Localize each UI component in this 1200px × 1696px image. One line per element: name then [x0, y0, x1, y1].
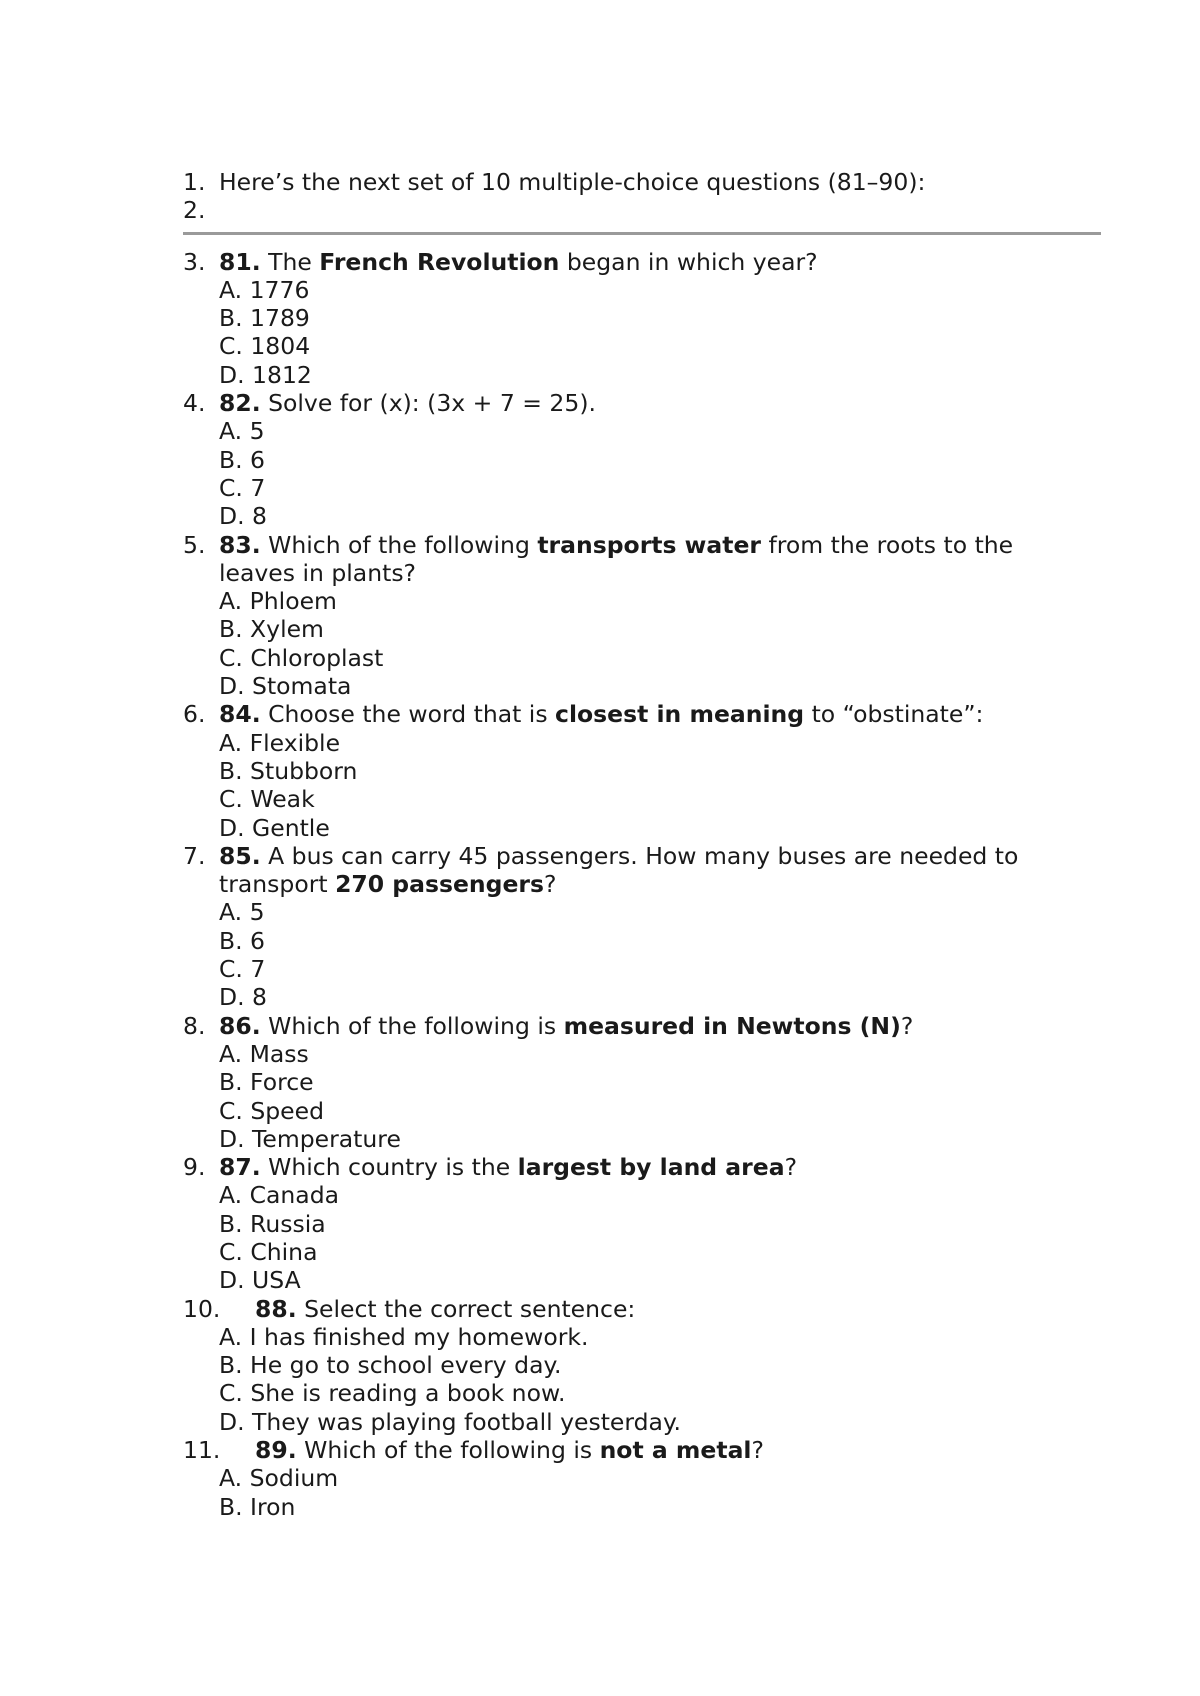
option: D. 1812 — [219, 360, 312, 389]
option: C. Chloroplast — [219, 643, 384, 672]
option: B. Xylem — [219, 615, 324, 644]
list-number: 5. — [183, 530, 206, 559]
question-text-end: ? — [784, 1153, 798, 1182]
list-number: 4. — [183, 389, 206, 418]
option: C. Weak — [219, 785, 315, 814]
horizontal-divider — [183, 232, 1101, 235]
list-item-intro — [183, 168, 1103, 196]
question-number: 87. — [219, 1153, 261, 1182]
question-83 — [183, 531, 1103, 559]
list-number: 8. — [183, 1011, 206, 1040]
option: C. 7 — [219, 955, 266, 984]
question-emphasis: French Revolution — [319, 247, 560, 276]
option: B. He go to school every day. — [219, 1351, 562, 1380]
option: D. Temperature — [219, 1124, 401, 1153]
question-text: Which of the following is — [296, 1436, 600, 1465]
option: D. Stomata — [219, 672, 352, 701]
option: A. Sodium — [219, 1464, 339, 1493]
question-81 — [183, 248, 1103, 276]
question-82 — [183, 389, 1103, 417]
question-emphasis: closest in meaning — [555, 700, 805, 729]
question-text-end: ? — [751, 1436, 764, 1465]
question-89 — [183, 1436, 1103, 1464]
option: C. She is reading a book now. — [219, 1379, 566, 1408]
question-88 — [183, 1295, 1103, 1323]
option: D. 8 — [219, 502, 267, 531]
question-text: The — [260, 247, 320, 276]
question-number: 83. — [219, 530, 261, 559]
option: C. 1804 — [219, 332, 311, 361]
question-text-continued: leaves in plants? — [219, 558, 417, 587]
option: D. They was playing football yesterday. — [219, 1407, 681, 1436]
question-emphasis: 270 passengers — [335, 870, 544, 899]
question-text: A bus can carry 45 passengers. How many buses are needed to — [260, 841, 1019, 870]
question-text-end: ? — [900, 1011, 914, 1040]
list-item-blank — [183, 196, 1103, 224]
list-number: 1. — [183, 168, 206, 196]
question-emphasis: transports water — [537, 530, 762, 559]
intro-text: Here’s the next set of 10 multiple-choice questions (81–90): — [219, 168, 926, 196]
question-text: Which country is the — [260, 1153, 518, 1182]
option: A. I has finished my homework. — [219, 1322, 589, 1351]
question-text-end: from the roots to the — [761, 530, 1014, 559]
option: D. Gentle — [219, 813, 330, 842]
option: B. 1789 — [219, 304, 310, 333]
option: A. 1776 — [219, 275, 310, 304]
option: A. Mass — [219, 1039, 309, 1068]
question-number: 84. — [219, 700, 261, 729]
question-text: Which of the following — [260, 530, 538, 559]
list-number: 3. — [183, 247, 206, 276]
list-number: 9. — [183, 1153, 206, 1182]
question-text: transport — [219, 870, 336, 899]
question-number: 89. — [255, 1436, 297, 1465]
option: B. Force — [219, 1068, 314, 1097]
question-text: Solve for (x): (3x + 7 = 25). — [260, 389, 596, 418]
question-87 — [183, 1153, 1103, 1181]
option: B. 6 — [219, 445, 266, 474]
option: A. Phloem — [219, 587, 337, 616]
question-text-continued — [183, 870, 1103, 898]
option: B. 6 — [219, 926, 266, 955]
list-number: 10. — [183, 1294, 221, 1323]
question-text-end: began in which year? — [559, 247, 818, 276]
question-list — [183, 168, 1103, 1521]
option: A. Canada — [219, 1181, 340, 1210]
list-number: 2. — [183, 196, 206, 225]
question-85 — [183, 842, 1103, 870]
question-text-end: ? — [543, 870, 557, 899]
question-text-end: to “obstinate”: — [804, 700, 984, 729]
list-number: 7. — [183, 841, 206, 870]
option: A. Flexible — [219, 728, 341, 757]
option: B. Russia — [219, 1209, 326, 1238]
option: D. 8 — [219, 983, 267, 1012]
option: A. 5 — [219, 898, 265, 927]
option: B. Stubborn — [219, 756, 358, 785]
question-number: 86. — [219, 1011, 261, 1040]
list-number: 11. — [183, 1436, 221, 1465]
question-number: 81. — [219, 247, 261, 276]
question-text: Select the correct sentence: — [296, 1294, 636, 1323]
option: C. Speed — [219, 1096, 325, 1125]
question-emphasis: not a metal — [599, 1436, 752, 1465]
option: B. Iron — [219, 1492, 296, 1521]
list-number: 6. — [183, 700, 206, 729]
option: A. 5 — [219, 417, 265, 446]
question-number: 88. — [255, 1294, 297, 1323]
question-text: Choose the word that is — [260, 700, 556, 729]
question-86 — [183, 1012, 1103, 1040]
option: C. 7 — [219, 473, 266, 502]
option: C. China — [219, 1237, 318, 1266]
question-emphasis: largest by land area — [517, 1153, 785, 1182]
question-number: 82. — [219, 389, 261, 418]
option: D. USA — [219, 1266, 301, 1295]
question-text: Which of the following is — [260, 1011, 564, 1040]
question-emphasis: measured in Newtons (N) — [563, 1011, 901, 1040]
question-84 — [183, 700, 1103, 728]
question-number: 85. — [219, 841, 261, 870]
